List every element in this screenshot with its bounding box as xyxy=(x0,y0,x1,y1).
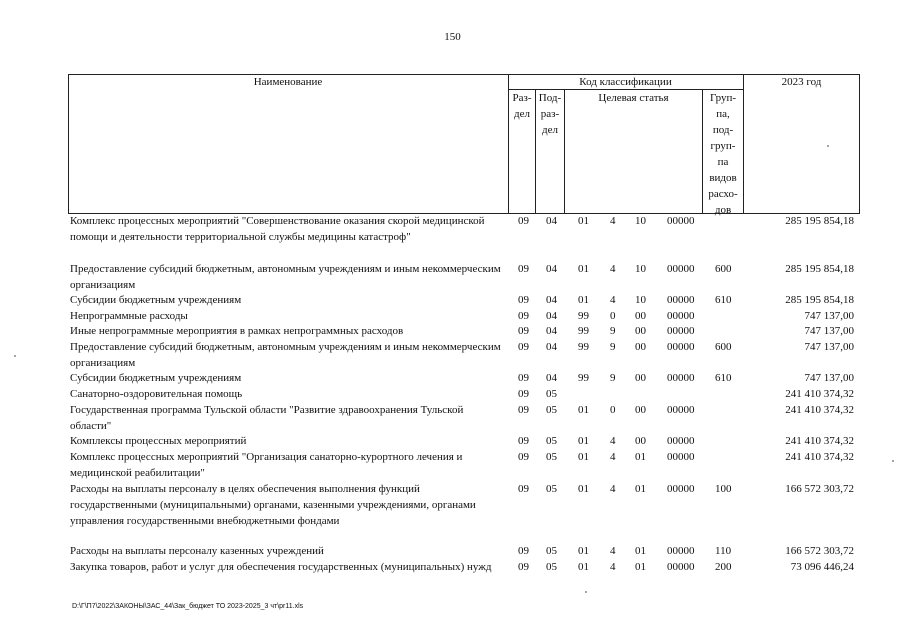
scan-speck xyxy=(892,460,894,462)
scan-speck xyxy=(585,591,587,593)
header-year: 2023 год xyxy=(781,76,822,88)
header-group: Груп- па, под- груп- па видов расхо- дов xyxy=(708,92,738,216)
header-name: Наименование xyxy=(253,76,323,88)
page-number: 150 xyxy=(444,31,461,43)
header-razdel: Раз- дел xyxy=(512,92,532,120)
header-target: Целевая статья xyxy=(598,92,669,104)
scan-speck xyxy=(14,355,16,357)
scan-speck xyxy=(827,145,829,147)
header-code-group: Код классификации xyxy=(579,76,672,88)
header-podrazdel: Под- раз- дел xyxy=(538,92,562,136)
file-path-footer: D:\Г\П7\2022\ЗАКОНЫ\ЗАС_44\Зак_бюджет ТО 2023-2025_3 чт\pr11.xls xyxy=(72,603,304,610)
table-header xyxy=(68,74,860,214)
